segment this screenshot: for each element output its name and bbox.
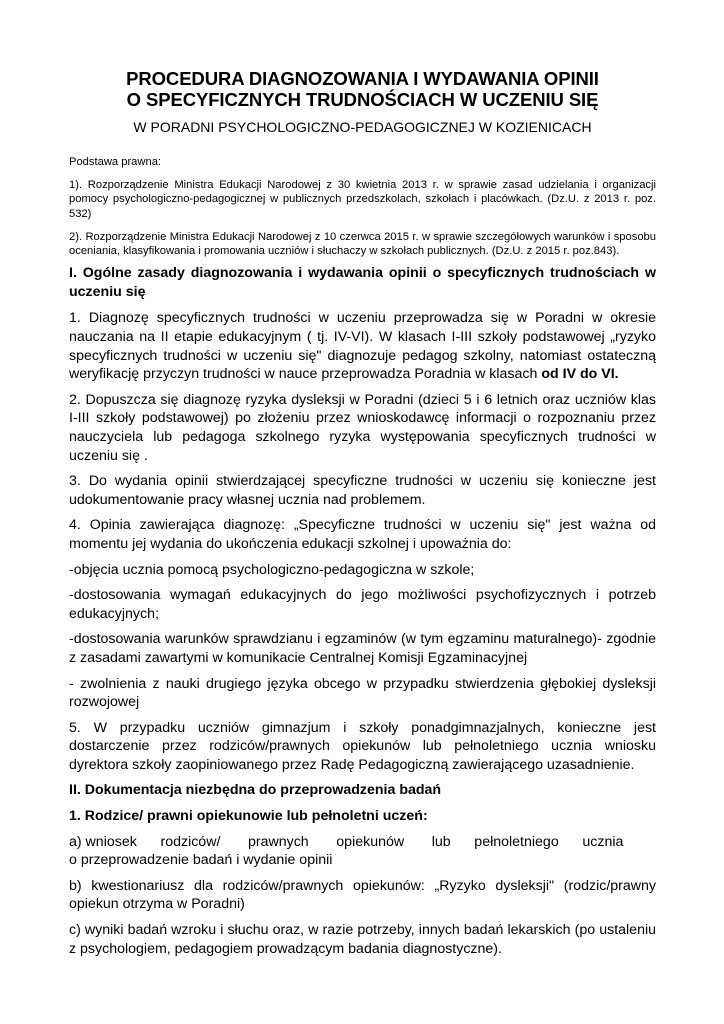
document-page: [69, 68, 656, 958]
section-2-subheading: 1. Rodzice/ prawni opiekunowie lub pełnoletni uczeń:: [69, 808, 428, 825]
document-title: [69, 68, 656, 110]
item-c: c) wyniki badań wzroku i słuchu oraz, w razie potrzeby, innych badań lekarskich (po ustaleniu z psychologiem, pedagogiem prowadzącym badania diagnostyczne).: [69, 922, 656, 957]
item-a-line-2: o przeprowadzenie badań i wydanie opinii: [69, 852, 333, 869]
bullet-3: -dostosowania warunków sprawdzianu i egzaminów (w tym egzaminu maturalnego)- zgodnie z zasadami zawartymi w komunikacie Centralnej Komisji Egzaminacyjnej: [69, 631, 656, 666]
legal-reference-1: 1). Rozporządzenie Ministra Edukacji Narodowej z 30 kwietnia 2013 r. w sprawie zasad udzielania i organizacji pomocy psychologiczno-pedagogicznej w publicznych przedszkolach, szkołach i placówkach. (Dz.U. z 2013 r. poz. 532): [69, 179, 656, 220]
title-line-1: PROCEDURA DIAGNOZOWANIA I WYDAWANIA OPINII: [126, 68, 599, 89]
section-2-heading: II. Dokumentacja niezbędna do przeprowadzenia badań: [69, 782, 442, 799]
legal-reference-2: 2). Rozporządzenie Ministra Edukacji Narodowej z 10 czerwca 2015 r. w sprawie szczegółowych warunków i sposobu oceniania, klasyfikowania i promowania uczniów i słuchaczy w szkołach publicznych. (Dz.U. z 2015 r. poz.843).: [69, 230, 656, 258]
point-1-text: 1. Diagnozę specyficznych trudności w uczeniu przeprowadza się w Poradni w okresie nauczania na II etapie edukacyjnym ( tj. IV-VI). W klasach I-III szkoły podstawowej „ryzyko specyficznych trudności w uczeniu się" diagnozuje pedagog szkolny, natomiast ostateczną weryfikację przyczyn trudności w nauce przeprowadza Poradnia w klasach: [69, 310, 656, 383]
title-line-2: O SPECYFICZNYCH TRUDNOŚCIACH W UCZENIU SIĘ: [126, 89, 599, 110]
section-1-point-3: 3. Do wydania opinii stwierdzającej specyficzne trudności w uczeniu się konieczne jest udokumentowanie pracy własnej ucznia nad problemem.: [69, 473, 656, 508]
section-1-point-1: [69, 309, 656, 383]
bullet-4: - zwolnienia z nauki drugiego języka obcego w przypadku stwierdzenia głębokiej dysleksji rozwojowej: [69, 675, 656, 711]
section-1-heading: I. Ogólne zasady diagnozowania i wydawania opinii o specyficznych trudnościach w uczeniu się: [69, 265, 656, 300]
item-a: [69, 833, 656, 870]
item-a-line-1: a) wniosek rodziców/ prawnych opiekunów lub pełnoletniego ucznia: [69, 833, 624, 850]
section-1-point-5: 5. W przypadku uczniów gimnazjum i szkoły ponadgimnazjalnych, konieczne jest dostarczenie przez rodziców/prawnych opiekunów lub pełnoletniego ucznia wniosku dyrektora szkoły zaopiniowanego przez Radę Pedagogiczną zawierającego uzasadnienie.: [69, 719, 656, 773]
item-b: b) kwestionariusz dla rodziców/prawnych opiekunów: „Ryzyko dysleksji" (rodzic/prawny opiekun otrzyma w Poradni): [69, 877, 656, 913]
point-1-bold-text: od IV do VI.: [541, 366, 619, 383]
document-subtitle: W PORADNI PSYCHOLOGICZNO-PEDAGOGICZNEJ W KOZIENICACH: [133, 119, 592, 135]
bullet-1: -objęcia ucznia pomocą psychologiczno-pedagogiczna w szkole;: [69, 561, 475, 578]
bullet-2: -dostosowania wymagań edukacyjnych do jego możliwości psychofizycznych i potrzeb edukacyjnych;: [69, 587, 656, 622]
legal-basis-label: Podstawa prawna:: [69, 156, 162, 168]
section-1-point-2: 2. Dopuszcza się diagnozę ryzyka dysleksji w Poradni (dzieci 5 i 6 letnich oraz uczniów klas I-III szkoły podstawowej) po złożeniu przez wnioskodawcę informacji o rozpoznaniu przez nauczyciela lub pedagoga szkolnego ryzyka występowania specyficznych trudności w uczeniu się .: [69, 391, 656, 464]
section-1-point-4: 4. Opinia zawierająca diagnozę: „Specyficzne trudności w uczeniu się" jest ważna od momentu jej wydania do ukończenia edukacji szkolnej i upoważnia do:: [69, 517, 656, 552]
